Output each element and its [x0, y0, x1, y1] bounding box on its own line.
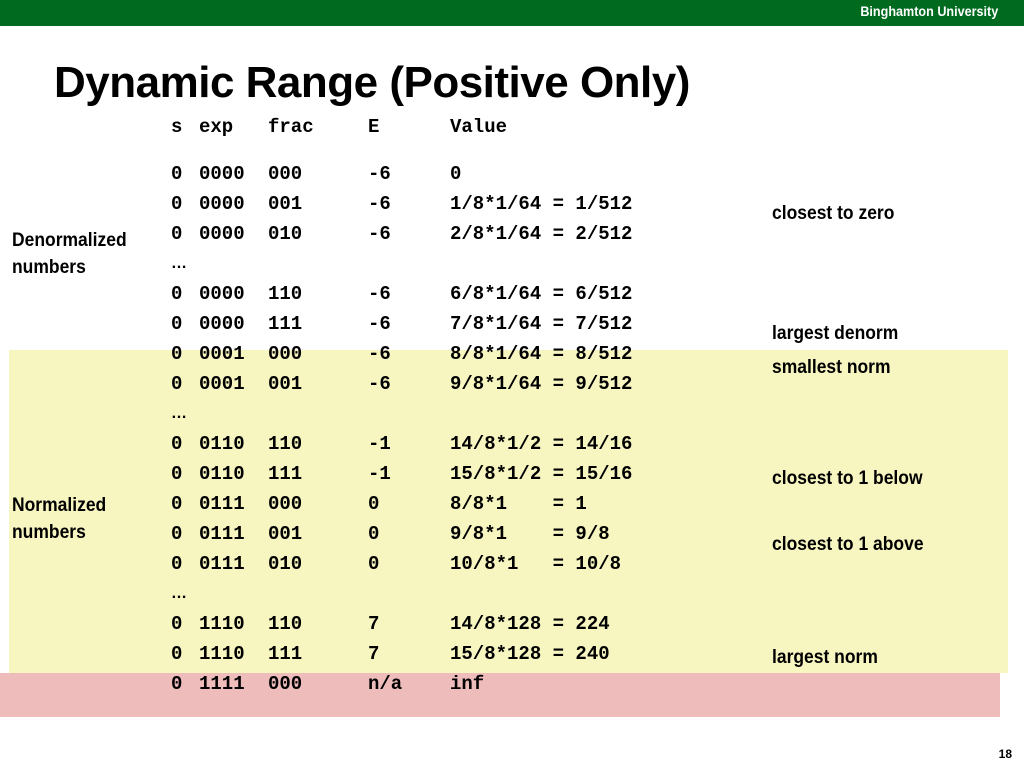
- table-header: [0, 114, 508, 140]
- cell-exp: 1110: [199, 643, 245, 665]
- cell-exp: 0001: [199, 343, 245, 365]
- cell-value: 2/8*1/64 = 2/512: [450, 223, 633, 245]
- cell-frac: 111: [268, 643, 303, 665]
- note-closest-to-1-below: closest to 1 below: [772, 468, 923, 489]
- denormalized-label-line-1: Denormalized: [12, 230, 127, 251]
- note-largest-norm: largest norm: [772, 647, 878, 668]
- cell-frac: 000: [268, 493, 303, 515]
- normalized-label-line-1: Normalized: [12, 495, 107, 516]
- cell-exp: 0000: [199, 163, 245, 185]
- cell-exp: 0110: [199, 463, 245, 485]
- table-row: [0, 609, 610, 639]
- cell-value: 10/8*1 = 10/8: [450, 553, 622, 575]
- table-row: [0, 189, 633, 219]
- cell-frac: 111: [268, 463, 303, 485]
- cell-s: 0: [171, 343, 183, 365]
- cell-value: 1/8*1/64 = 1/512: [450, 193, 633, 215]
- header-bar: [0, 0, 1024, 26]
- table-row: [0, 549, 622, 579]
- cell-e: -1: [368, 433, 391, 455]
- table-row: [0, 339, 633, 369]
- cell-e: -6: [368, 313, 391, 335]
- table-row: [0, 279, 633, 309]
- cell-exp: 0110: [199, 433, 245, 455]
- cell-value: 9/8*1 = 9/8: [450, 523, 610, 545]
- denormalized-label: [12, 227, 127, 281]
- cell-value: 15/8*128 = 240: [450, 643, 610, 665]
- slide-title: Dynamic Range (Positive Only): [54, 58, 690, 107]
- normalized-label: [12, 492, 106, 546]
- cell-e: 7: [368, 643, 380, 665]
- note-closest-to-1-above: closest to 1 above: [772, 534, 924, 555]
- page-number: 18: [998, 747, 1012, 761]
- cell-s: 0: [171, 613, 183, 635]
- table-row: [0, 639, 610, 669]
- cell-s: 0: [171, 283, 183, 305]
- denormalized-label-line-2: numbers: [12, 257, 86, 278]
- row-ellipsis: …: [171, 585, 187, 602]
- cell-value: inf: [450, 673, 485, 695]
- cell-e: -6: [368, 373, 391, 395]
- row-ellipsis: …: [171, 405, 187, 422]
- cell-e: -6: [368, 193, 391, 215]
- cell-exp: 0111: [199, 523, 245, 545]
- cell-frac: 110: [268, 613, 303, 635]
- table-row: [0, 159, 462, 189]
- header-frac: frac: [268, 116, 314, 138]
- cell-e: -6: [368, 163, 391, 185]
- cell-e: -6: [368, 283, 391, 305]
- cell-exp: 0000: [199, 313, 245, 335]
- table-row: [0, 369, 633, 399]
- cell-e: 0: [368, 553, 380, 575]
- university-name: Binghamton University: [860, 3, 998, 19]
- cell-frac: 001: [268, 373, 303, 395]
- cell-e: 0: [368, 493, 380, 515]
- cell-value: 7/8*1/64 = 7/512: [450, 313, 633, 335]
- cell-value: 14/8*1/2 = 14/16: [450, 433, 633, 455]
- table-row: [0, 669, 485, 699]
- cell-value: 8/8*1/64 = 8/512: [450, 343, 633, 365]
- cell-exp: 1110: [199, 613, 245, 635]
- cell-s: 0: [171, 193, 183, 215]
- cell-exp: 0000: [199, 193, 245, 215]
- cell-e: -1: [368, 463, 391, 485]
- header-s: s: [171, 116, 183, 138]
- cell-s: 0: [171, 163, 183, 185]
- cell-frac: 001: [268, 193, 303, 215]
- cell-s: 0: [171, 643, 183, 665]
- cell-value: 0: [450, 163, 462, 185]
- cell-value: 8/8*1 = 1: [450, 493, 587, 515]
- cell-s: 0: [171, 223, 183, 245]
- table-row: [0, 429, 633, 459]
- cell-frac: 001: [268, 523, 303, 545]
- cell-s: 0: [171, 433, 183, 455]
- cell-s: 0: [171, 463, 183, 485]
- cell-s: 0: [171, 523, 183, 545]
- note-smallest-norm: smallest norm: [772, 357, 891, 378]
- cell-e: 7: [368, 613, 380, 635]
- table-row: [0, 459, 633, 489]
- cell-exp: 0111: [199, 493, 245, 515]
- cell-exp: 0111: [199, 553, 245, 575]
- cell-e: 0: [368, 523, 380, 545]
- header-e: E: [368, 116, 380, 138]
- special-value-band: [0, 673, 1000, 717]
- cell-frac: 111: [268, 313, 303, 335]
- cell-frac: 000: [268, 343, 303, 365]
- cell-s: 0: [171, 313, 183, 335]
- cell-frac: 000: [268, 673, 303, 695]
- cell-exp: 0000: [199, 223, 245, 245]
- cell-frac: 010: [268, 223, 303, 245]
- cell-frac: 000: [268, 163, 303, 185]
- cell-frac: 110: [268, 283, 303, 305]
- note-largest-denorm: largest denorm: [772, 323, 899, 344]
- table-row: [0, 309, 633, 339]
- row-ellipsis: …: [171, 255, 187, 272]
- cell-value: 14/8*128 = 224: [450, 613, 610, 635]
- cell-exp: 0001: [199, 373, 245, 395]
- cell-s: 0: [171, 673, 183, 695]
- header-exp: exp: [199, 116, 234, 138]
- cell-s: 0: [171, 553, 183, 575]
- cell-value: 6/8*1/64 = 6/512: [450, 283, 633, 305]
- cell-e: -6: [368, 223, 391, 245]
- cell-e: -6: [368, 343, 391, 365]
- note-closest-to-zero: closest to zero: [772, 203, 895, 224]
- cell-frac: 010: [268, 553, 303, 575]
- cell-s: 0: [171, 373, 183, 395]
- cell-value: 9/8*1/64 = 9/512: [450, 373, 633, 395]
- normalized-label-line-2: numbers: [12, 522, 86, 543]
- cell-exp: 1111: [199, 673, 245, 695]
- header-value: Value: [450, 116, 508, 138]
- cell-e: n/a: [368, 673, 403, 695]
- cell-exp: 0000: [199, 283, 245, 305]
- cell-frac: 110: [268, 433, 303, 455]
- cell-value: 15/8*1/2 = 15/16: [450, 463, 633, 485]
- cell-s: 0: [171, 493, 183, 515]
